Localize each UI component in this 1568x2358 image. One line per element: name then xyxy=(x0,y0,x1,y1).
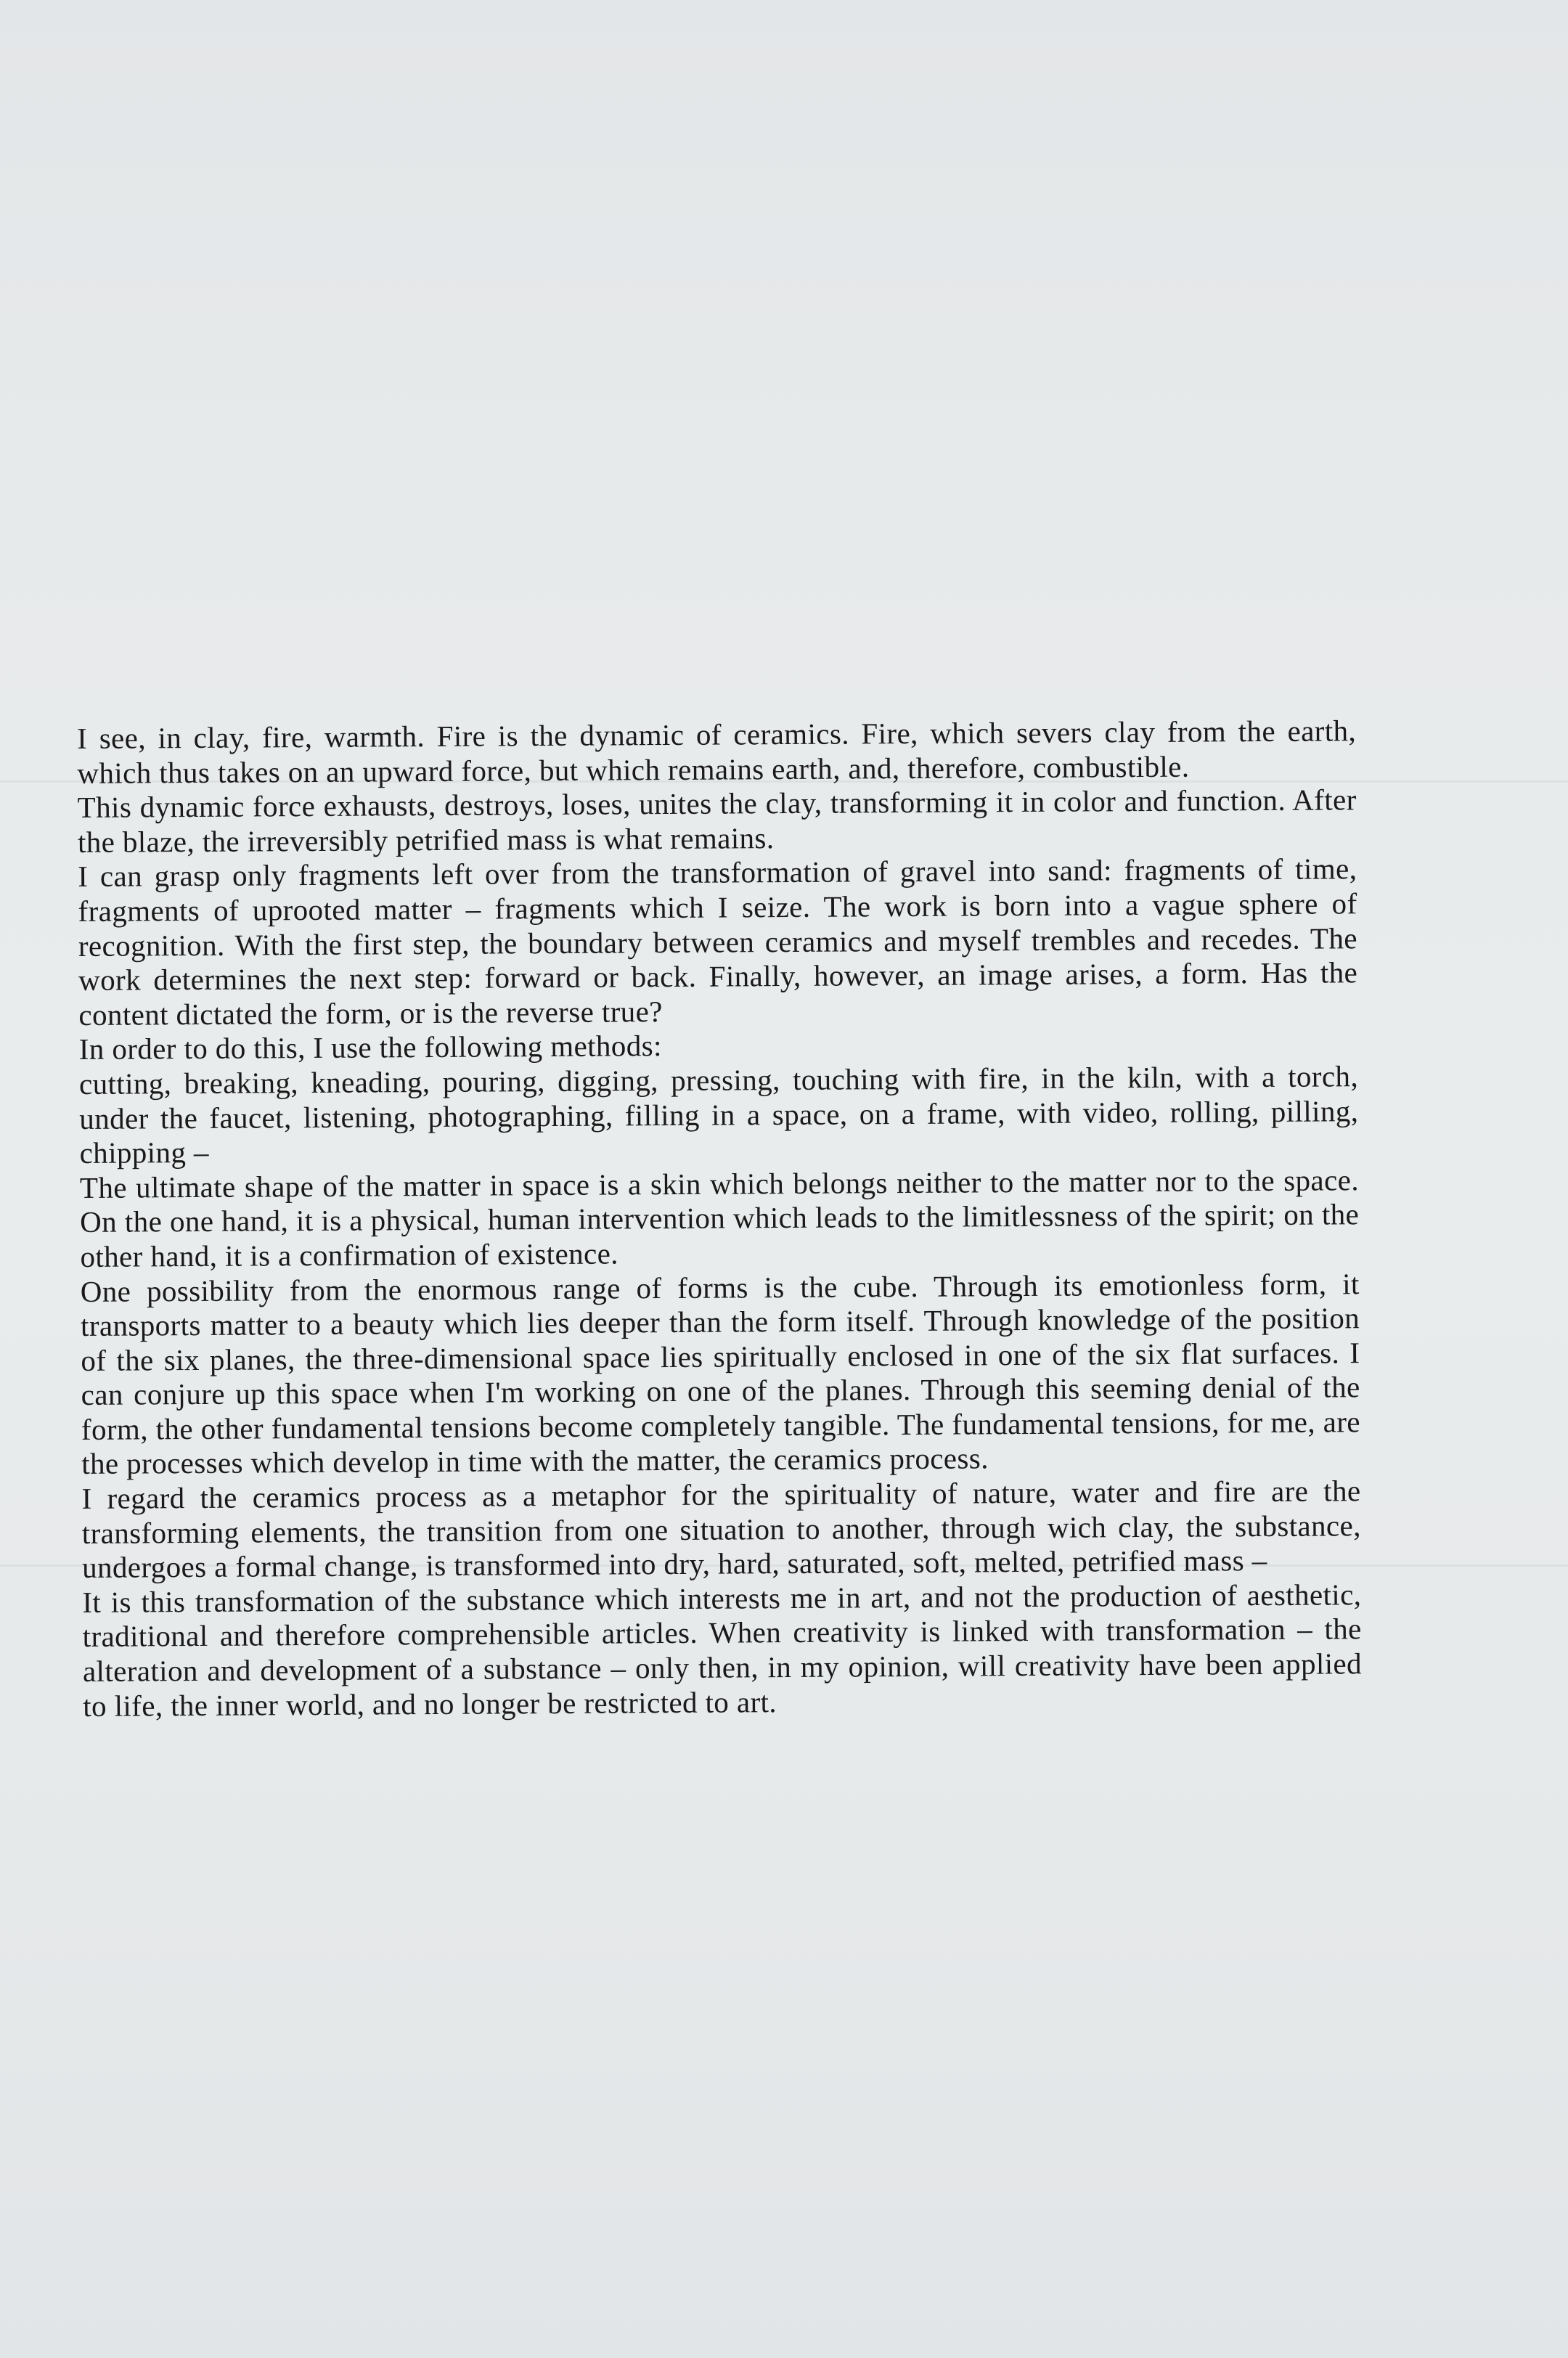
paragraph-methods-intro: In order to do this, I use the following methods: xyxy=(78,1029,662,1066)
paragraph-ultimate-shape: The ultimate shape of the matter in space is a skin which belongs neither to the matter nor to the space. On the one hand, it is a physical, human intervention which leads to the limitlessness of the spirit; on the other hand, it is a confirmation of existence. xyxy=(79,1162,1360,1273)
essay-text-block xyxy=(77,714,1362,1723)
paragraph-fire-dynamic: I see, in clay, fire, warmth. Fire is the dynamic of ceramics. Fire, which severs clay from the earth, which thus takes on an upward force, but which remains earth, and, therefore, combustible. xyxy=(77,714,1357,790)
paragraph-methods-list: cutting, breaking, kneading, pouring, digging, pressing, touching with fire, in the kiln, with a torch, under the faucet, listening, photographing, filling in a space, on a frame, with video, rolling, pilling, chipping – xyxy=(78,1059,1359,1170)
paragraph-dynamic-force: This dynamic force exhausts, destroys, loses, unites the clay, transforming it in color and function. After the blaze, the irreversibly petrified mass is what remains. xyxy=(77,783,1357,859)
paragraph-fragments: I can grasp only fragments left over from the transformation of gravel into sand: fragments of time, fragments of uprooted matter – fragments which I seize. The work is born into a vague sphere of recognition. With the first step, the boundary between ceramics and myself trembles and recedes. The work determines the next step: forward or back. Finally, however, an image arises, a form. Has the content dictated the form, or is the reverse true? xyxy=(78,852,1358,1032)
paragraph-transformation: It is this transformation of the substance which interests me in art, and not the production of aesthetic, traditional and therefore comprehensible articles. When creativity is linked with transformation – the alteration and development of a substance – only then, in my opinion, will creativity have been applied to life, the inner world, and no longer be restricted to art. xyxy=(82,1578,1363,1723)
paragraph-cube: One possibility from the enormous range of forms is the cube. Through its emotionless form, it transports matter to a beauty which lies deeper than the form itself. Through knowledge of the position of the six planes, the three-dimensional space lies spiritually enclosed in one of the six flat surfaces. I can conjure up this space when I'm working on one of the planes. Through this seeming denial of the form, the other fundamental tensions become completely tangible. The fundamental tensions, for me, are the processes which develop in time with the matter, the ceramics process. xyxy=(80,1266,1361,1481)
paragraph-ceramics-process: I regard the ceramics process as a metaphor for the spirituality of nature, water and fire are the transforming elements, the transition from one situation to another, through wich clay, the substance, undergoes a formal change, is transformed into dry, hard, saturated, soft, melted, petrified mass – xyxy=(81,1474,1361,1585)
